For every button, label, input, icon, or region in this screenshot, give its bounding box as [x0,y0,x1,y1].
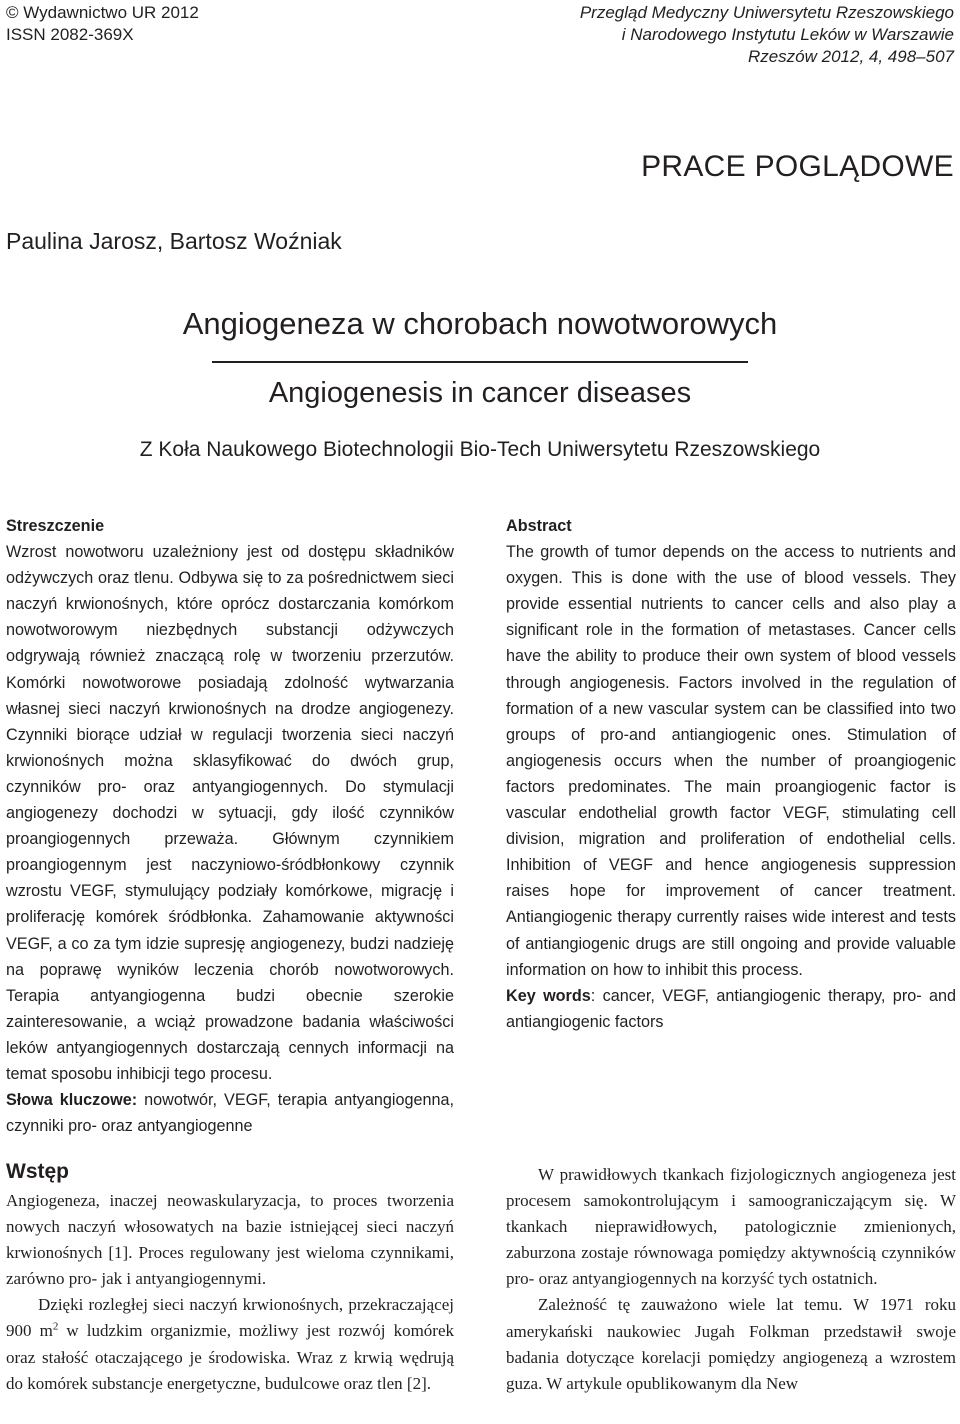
intro-paragraph-4: Zależność tę zauważono wiele lat temu. W 1971 roku amerykański naukowiec Jugah Folkman przedstawił swoje badania dotyczące korelacji pomiędzy angiogenezą a wzrostem guza. W artykule opublikowanym dla New [506,1295,956,1393]
journal-issue: Rzeszów 2012, 4, 498–507 [747,47,954,66]
intro-p2-part1: Dzięki rozległej sieci naczyń krwionośnych, przekraczającej 900 m [6,1295,454,1341]
intro-heading: Wstęp [6,1160,69,1183]
copyright-line: © Wydawnictwo UR 2012 [6,3,199,22]
intro-column-left [6,1188,454,1397]
streszczenie-heading: Streszczenie [6,517,105,535]
title-polish: Angiogeneza w chorobach nowotworowych [182,306,778,341]
issn-line: ISSN 2082-369X [6,25,134,44]
section-label: PRACE POGLĄDOWE [641,150,954,183]
abstract-heading: Abstract [506,517,572,535]
intro-p2-part2: w ludzkim organizmie, możliwy jest rozwój komórek oraz stałość otaczającego je środowiska. Wraz z krwią wędrują do komórek substancje energetyczne, budulcowe oraz tlen [2]. [6,1321,454,1393]
streszczenie-keywords [6,1087,454,1139]
abstract-column [506,513,956,1035]
superscript: 2 [52,1320,59,1333]
keywords-label: Słowa kluczowe: [6,1091,138,1110]
journal-name-line2: i Narodowego Instytutu Leków w Warszawie [621,25,954,44]
streszczenie-column [6,513,454,1139]
journal-name-line1: Przegląd Medyczny Uniwersytetu Rzeszowskiego [579,3,954,22]
intro-column-right [506,1162,956,1397]
affiliation: Z Koła Naukowego Biotechnologii Bio-Tech Uniwersytetu Rzeszowskiego [139,438,821,461]
keywords-label-en: Key words [506,986,591,1005]
intro-paragraph-1: Angiogeneza, inaczej neowaskularyzacja, to proces tworzenia nowych naczyń włosowatych na bazie istniejącej sieci naczyń krwionośnych [1]. Proces regulowany jest wieloma czynnikami, zarówno pro- jak i antyangiogennymi. [6,1191,454,1289]
title-english: Angiogenesis in cancer diseases [268,377,692,409]
title-divider [212,361,748,363]
intro-paragraph-3: W prawidłowych tkankach fizjologicznych angiogeneza jest procesem samokontrolującym i samoograniczającym się. W tkankach nieprawidłowych, patologicznie zmienionych, zaburzona zostaje równowaga pomiędzy aktywnością czynników pro- oraz antyangiogennych na korzyść tych ostatnich. [506,1165,956,1289]
abstract-keywords [506,983,956,1035]
authors: Paulina Jarosz, Bartosz Woźniak [6,228,342,254]
journal-copyright [6,2,199,46]
abstract-text: The growth of tumor depends on the access to nutrients and oxygen. This is done with the use of blood vessels. They provide essential nutrients to cancer cells and also play a significant role in the formation of metastases. Cancer cells have the ability to produce their own system of blood vessels through angiogenesis. Factors involved in the regulation of formation of a new vascular system can be classified into two groups of pro-and antiangiogenic ones. Stimulation of angiogenesis occurs when the number of proangiogenic factors predominates. The main proangiogenic factor is vascular endothelial growth factor VEGF, stimulating cell division, migration and proliferation of endothelial cells. Inhibition of VEGF and hence angiogenesis suppression raises hope for improvement of cancer treatment. Antiangiogenic therapy currently raises wide interest and tests of antiangiogenic drugs are still ongoing and provide valuable information on how to inhibit this process. [506,543,956,979]
journal-header [580,2,954,68]
keywords-value: nowotwór, VEGF, terapia antyangiogenna, czynniki pro- oraz antyangiogenne [6,1091,454,1136]
intro-paragraph-2 [6,1292,454,1396]
keywords-value-en: : cancer, VEGF, antiangiogenic therapy, pro- and antiangiogenic factors [506,986,956,1031]
streszczenie-text: Wzrost nowotworu uzależniony jest od dostępu składników odżywczych oraz tlenu. Odbywa się to za pośrednictwem sieci naczyń krwionośnych, które oprócz dostarczania komórkom nowotworowym niezbędnych substancji odżywczych odgrywają również znaczącą rolę w tworzeniu przerzutów. Komórki nowotworowe posiadają zdolność wytwarzania własnej sieci naczyń krwionośnych na drodze angiogenezy. Czynniki biorące udział w regulacji tworzenia sieci naczyń krwionośnych można sklasyfikować do dwóch grup, czynników pro- oraz antyangiogennych. Do stymulacji angiogenezy dochodzi w sytuacji, gdy ilość czynników proangiogennych przeważa. Głównym czynnikiem proangiogennym jest naczyniowo-śródbłonkowy czynnik wzrostu VEGF, stymulujący podziały komórkowe, migrację i proliferację komórek śródbłonka. Zahamowanie aktywności VEGF, a co za tym idzie supresję angiogenezy, budzi nadzieję na poprawę wyników leczenia chorób nowotworowych. Terapia antyangiogenna budzi obecnie szerokie zainteresowanie, a wciąż prowadzone badania właściwości leków antyangiogennych dostarczają cennych informacji na temat sposobu inhibicji tego procesu. [6,543,454,1083]
